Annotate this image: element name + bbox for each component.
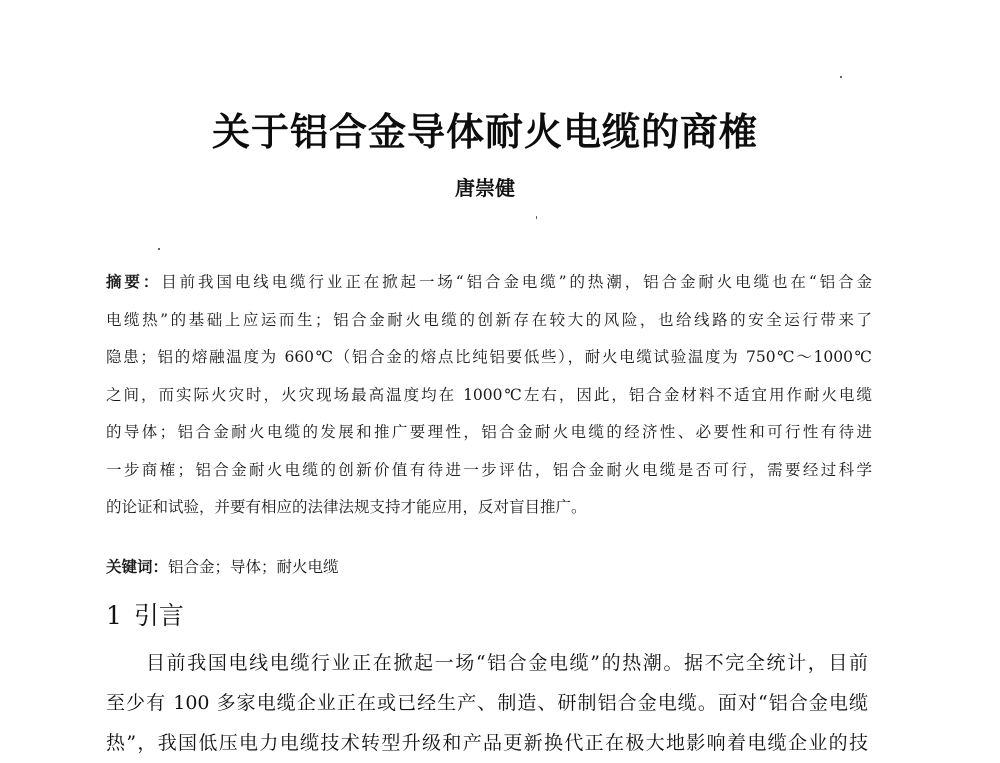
abstract xyxy=(106,264,872,527)
abstract-line: 一步商榷；铝合金耐火电缆的创新价值有待进一步评估，铝合金耐火电缆是否可行，需要经过科学 xyxy=(106,460,872,479)
abstract-line: 之间，而实际火灾时，火灾现场最高温度均在 1000℃左右，因此，铝合金材料不适宜用作耐火电缆 xyxy=(106,385,872,404)
keywords-label: 关键词： xyxy=(106,558,169,576)
abstract-line: 隐患；铝的熔融温度为 660℃（铝合金的熔点比纯铝要低些），耐火电缆试验温度为 750℃～1000℃ xyxy=(106,348,872,366)
section-heading-introduction xyxy=(106,596,184,636)
scan-speck xyxy=(158,248,160,250)
section-title: 引言 xyxy=(133,601,184,630)
abstract-line: 的论证和试验，并要有相应的法律法规支持才能应用，反对盲目推广。 xyxy=(106,498,587,516)
introduction-body xyxy=(106,643,868,763)
body-line: 至少有 100 多家电缆企业正在或已经生产、制造、研制铝合金电缆。面对“铝合金电缆 xyxy=(106,692,868,714)
keywords xyxy=(106,552,339,582)
keywords-list: 铝合金；导体；耐火电缆 xyxy=(168,558,339,576)
abstract-line: 的导体；铝合金耐火电缆的发展和推广要理性，铝合金耐火电缆的经济性、必要性和可行性有待进 xyxy=(106,423,872,441)
scan-speck xyxy=(536,216,537,219)
abstract-line: 摘要：目前我国电线电缆行业正在掀起一场“铝合金电缆”的热潮，铝合金耐火电缆也在“铝合金 xyxy=(106,273,872,291)
body-line: 目前我国电线电缆行业正在掀起一场“铝合金电缆”的热潮。据不完全统计，目前 xyxy=(146,652,868,674)
body-line: 热”，我国低压电力电缆技术转型升级和产品更新换代正在极大地影响着电缆企业的技 xyxy=(106,732,868,754)
paper-title: 关于铝合金导体耐火电缆的商榷 xyxy=(211,110,758,154)
abstract-label: 摘要： xyxy=(106,273,162,291)
section-number: 1 xyxy=(106,601,122,630)
abstract-line: 电缆热”的基础上应运而生；铝合金耐火电缆的创新存在较大的风险，也给线路的安全运行带来了 xyxy=(106,310,872,329)
scan-speck xyxy=(840,76,842,78)
paper-author: 唐崇健 xyxy=(455,176,515,200)
